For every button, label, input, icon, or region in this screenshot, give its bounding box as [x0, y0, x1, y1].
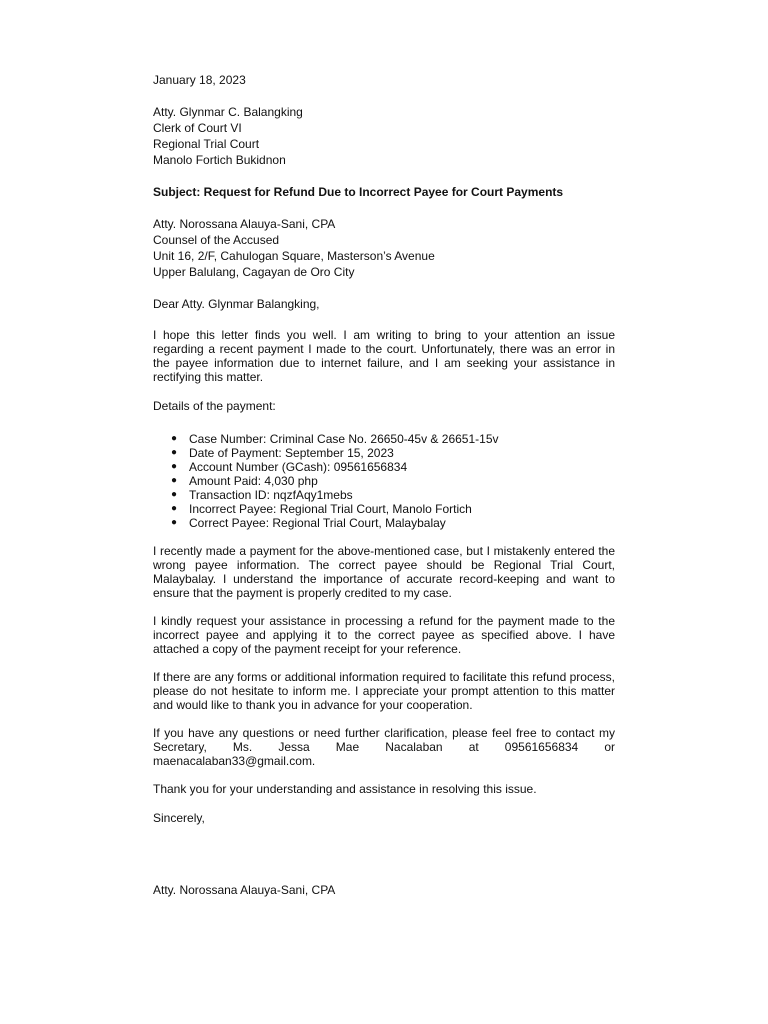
recipient-line: Atty. Glynmar C. Balangking [153, 105, 303, 119]
details-heading: Details of the payment: [153, 399, 276, 413]
body-paragraph-4: If you have any questions or need further clarification, please feel free to contact my Secretary, Ms. Jessa Mae Nacalaban at 09561656834 or maenacalaban33@gmail.com. [153, 726, 615, 768]
body-paragraph-3: If there are any forms or additional information required to facilitate this refund process, please do not hesitate to inform me. I appreciate your prompt attention to this matter and would like to thank you in advance for your cooperation. [153, 670, 615, 712]
list-item [171, 460, 615, 474]
bullet-icon: ● [171, 503, 178, 514]
detail-text: Incorrect Payee: Regional Trial Court, Manolo Fortich [189, 502, 472, 516]
detail-text: Date of Payment: September 15, 2023 [189, 446, 394, 460]
list-item [171, 516, 615, 530]
detail-text: Amount Paid: 4,030 php [189, 474, 318, 488]
list-item [171, 446, 615, 460]
detail-text: Case Number: Criminal Case No. 26650-45v & 26651-15v [189, 432, 499, 446]
recipient-address [153, 104, 615, 168]
letter-page [153, 72, 615, 898]
recipient-line: Regional Trial Court [153, 137, 260, 151]
sender-address [153, 216, 615, 280]
list-item [171, 502, 615, 516]
bullet-icon: ● [171, 475, 178, 486]
list-item [171, 432, 615, 446]
sender-line: Unit 16, 2/F, Cahulogan Square, Masterson’s Avenue [153, 249, 435, 263]
body-paragraph-2: I kindly request your assistance in processing a refund for the payment made to the incorrect payee and applying it to the correct payee as specified above. I have attached a copy of the payment receipt for your reference. [153, 614, 615, 656]
recipient-line: Clerk of Court VI [153, 121, 242, 135]
payment-details-list [153, 432, 615, 530]
closing: Sincerely, [153, 811, 205, 825]
body-paragraph-5: Thank you for your understanding and assistance in resolving this issue. [153, 782, 537, 796]
detail-text: Correct Payee: Regional Trial Court, Malaybalay [189, 516, 446, 530]
body-paragraph-1: I recently made a payment for the above-mentioned case, but I mistakenly entered the wrong payee information. The correct payee should be Regional Trial Court, Malaybalay. I understand the importance of accurate record-keeping and want to ensure that the payment is properly credited to my case. [153, 544, 615, 600]
detail-text: Transaction ID: nqzfAqy1mebs [189, 488, 353, 502]
bullet-icon: ● [171, 461, 178, 472]
sender-line: Counsel of the Accused [153, 233, 280, 247]
letter-date: January 18, 2023 [153, 73, 246, 87]
signature-name: Atty. Norossana Alauya-Sani, CPA [153, 883, 336, 897]
intro-paragraph: I hope this letter finds you well. I am writing to bring to your attention an issue regarding a recent payment I made to the court. Unfortunately, there was an error in the payee information due to internet failure, and I am seeking your assistance in rectifying this matter. [153, 328, 615, 384]
sender-line: Atty. Norossana Alauya-Sani, CPA [153, 217, 336, 231]
list-item [171, 474, 615, 488]
bullet-icon: ● [171, 447, 178, 458]
bullet-icon: ● [171, 433, 178, 444]
bullet-icon: ● [171, 489, 178, 500]
sender-line: Upper Balulang, Cagayan de Oro City [153, 265, 355, 279]
salutation: Dear Atty. Glynmar Balangking, [153, 297, 320, 311]
recipient-line: Manolo Fortich Bukidnon [153, 153, 286, 167]
bullet-icon: ● [171, 517, 178, 528]
list-item [171, 488, 615, 502]
detail-text: Account Number (GCash): 09561656834 [189, 460, 408, 474]
letter-subject: Subject: Request for Refund Due to Incorrect Payee for Court Payments [153, 185, 564, 199]
